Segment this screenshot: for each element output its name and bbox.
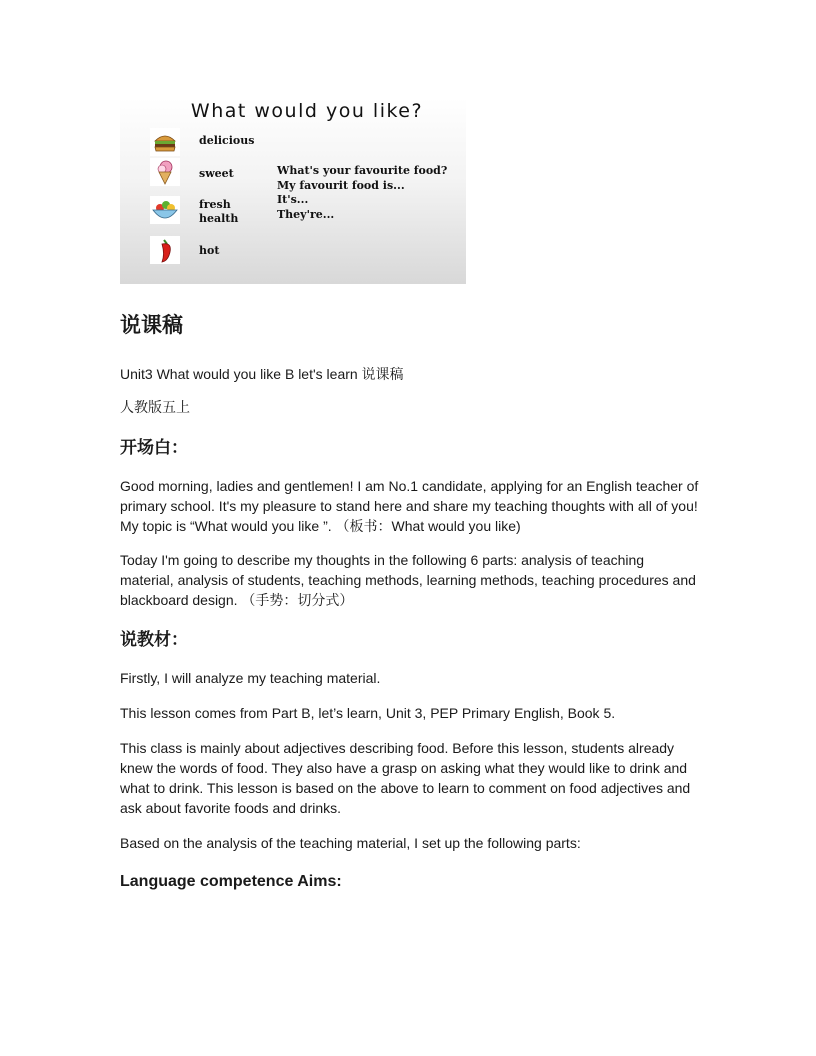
doc-title: 说课稿	[120, 313, 183, 337]
phrase-4: They're...	[277, 207, 335, 221]
phrase-list	[277, 164, 447, 222]
chili-pepper-icon	[150, 236, 180, 264]
doc-edition: 人教版五上	[120, 400, 190, 416]
heading-aims: Language competence Aims:	[120, 873, 342, 890]
paragraph-firstly: Firstly, I will analyze my teaching material.	[120, 670, 381, 686]
paragraph-lesson: This lesson comes from Part B, let’s learn, Unit 3, PEP Primary English, Book 5.	[120, 705, 616, 721]
hamburger-icon	[150, 128, 180, 156]
heading-material: 说教材：	[120, 630, 188, 650]
word-fresh-health: fresh health	[199, 198, 239, 225]
paragraph-parts: Today I'm going to describe my thoughts in the following 6 parts: analysis of teaching material, analysis of students, teaching methods, learning methods, teaching procedures and blackboard design. （手势：切分式）	[120, 552, 696, 608]
phrase-2: My favourit food is...	[277, 178, 405, 192]
heading-opening: 开场白：	[120, 438, 188, 458]
paragraph-based: Based on the analysis of the teaching material, I set up the following parts:	[120, 835, 581, 851]
paragraph-opening: Good morning, ladies and gentlemen! I am No.1 candidate, applying for an English teacher of primary school. It's my pleasure to stand here and share my teaching thoughts with all of you! My topic is “What would you like ”. （板书：What would you like)	[120, 478, 699, 534]
phrase-3: It's...	[277, 193, 309, 206]
slide-title: What would you like?	[190, 100, 424, 122]
word-hot: hot	[199, 244, 220, 257]
salad-bowl-icon	[150, 196, 180, 224]
ice-cream-icon	[150, 158, 180, 186]
word-delicious: delicious	[199, 134, 255, 147]
document-body	[120, 300, 700, 893]
phrase-1: What's your favourite food?	[277, 164, 448, 177]
paragraph-class: This class is mainly about adjectives describing food. Before this lesson, students already knew the words of food. They also have a grasp on asking what they would like to drink and what to drink. This lesson is based on the above to learn to comment on food adjectives and ask about favorite foods and drinks.	[120, 740, 691, 816]
doc-subtitle: Unit3 What would you like B let's learn 说课稿	[120, 366, 404, 382]
word-sweet: sweet	[199, 167, 234, 180]
slide-image	[120, 98, 466, 284]
